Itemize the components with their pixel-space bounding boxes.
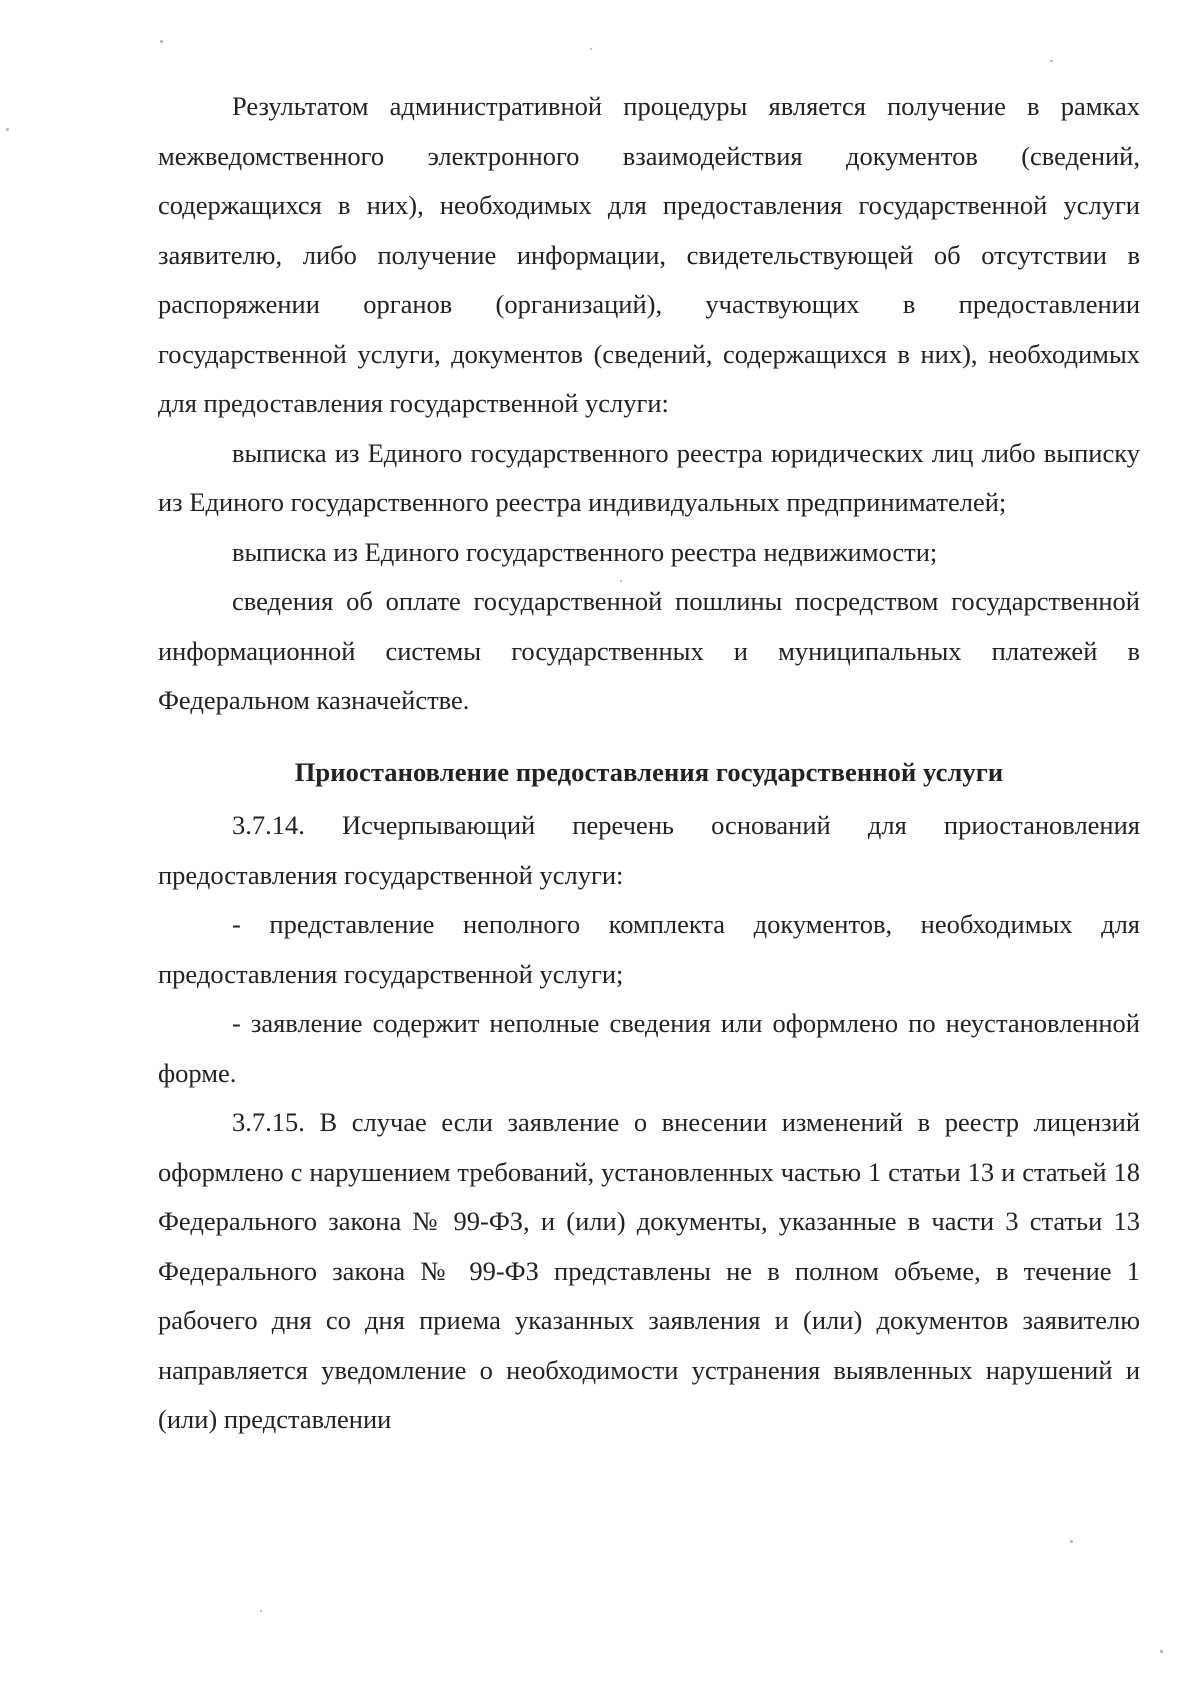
scan-speck [1160,1650,1163,1653]
paragraph-result: Результатом административной процедуры является получение в рамках межведомственного электронного взаимодействия документов (сведений, содержащихся в них), необходимых для предоставления государственной услуги заявителю, либо получение информации, свидетельствующей об отсутствии в распоряжении органов (организаций), участвующих в предоставлении государственной услуги, документов (сведений, содержащихся в них), необходимых для предоставления государственной услуги: [158,91,1140,418]
list-item-incomplete-application: - заявление содержит неполные сведения или оформлено по неустановленной форме. [158,1008,1140,1088]
scan-speck [6,128,9,131]
paragraph-3-7-14: 3.7.14. Исчерпывающий перечень оснований для приостановления предоставления государственной услуги: [158,810,1140,890]
section-heading: Приостановление предоставления государственной услуги [294,756,1004,787]
document-page [158,82,1140,1445]
scan-speck [160,40,163,43]
scan-speck [590,48,592,50]
scan-speck [1070,1540,1073,1543]
scan-speck [260,1610,262,1612]
list-item-incomplete-set: - представление неполного комплекта документов, необходимых для предоставления государственной услуги; [158,909,1140,989]
paragraph-egrul-extract: выписка из Единого государственного реестра юридических лиц либо выписку из Единого государственного реестра индивидуальных предпринимателей; [158,437,1140,517]
paragraph-egrn-extract: выписка из Единого государственного реестра недвижимости; [232,536,938,567]
scan-speck [620,580,622,582]
paragraph-fee-info: сведения об оплате государственной пошлины посредством государственной информационной системы государственных и муниципальных платежей в Федеральном казначействе. [158,586,1140,715]
paragraph-3-7-15: 3.7.15. В случае если заявление о внесении изменений в реестр лицензий оформлено с нарушением требований, установленных частью 1 статьи 13 и статьей 18 Федерального закона № 99-ФЗ, и (или) документы, указанные в части 3 статьи 13 Федерального закона № 99-ФЗ представлены не в полном объеме, в течение 1 рабочего дня со дня приема указанных заявления и (или) документов заявителю направляется уведомление о необходимости устранения выявленных нарушений и (или) представлении [158,1107,1140,1434]
scan-speck [1050,60,1053,62]
